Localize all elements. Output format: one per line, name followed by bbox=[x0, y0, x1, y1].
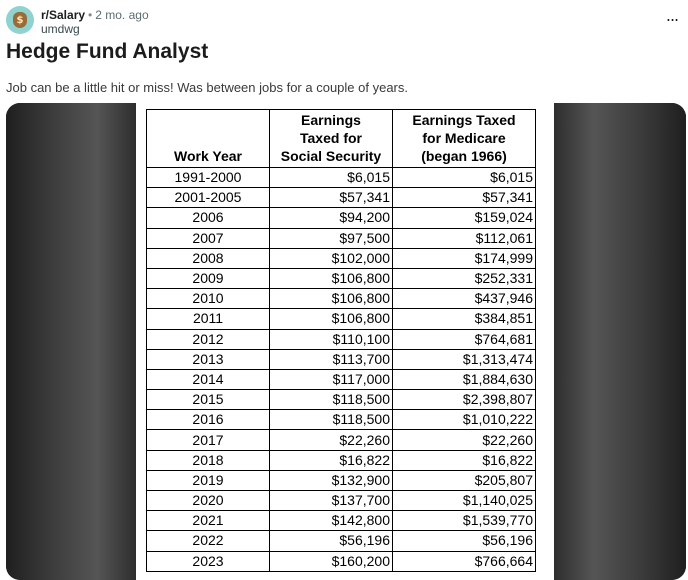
table-row bbox=[147, 430, 536, 450]
post-meta bbox=[41, 8, 149, 36]
cell-work-year: 1991-2000 bbox=[147, 168, 270, 188]
cell-work-year: 2020 bbox=[147, 491, 270, 511]
cell-social-security: $137,700 bbox=[270, 491, 393, 511]
earnings-table bbox=[146, 109, 536, 572]
cell-social-security: $97,500 bbox=[270, 228, 393, 248]
table-row bbox=[147, 349, 536, 369]
table-row bbox=[147, 208, 536, 228]
cell-medicare: $57,341 bbox=[393, 188, 536, 208]
table-row bbox=[147, 531, 536, 551]
cell-work-year: 2013 bbox=[147, 349, 270, 369]
table-row bbox=[147, 168, 536, 188]
cell-work-year: 2016 bbox=[147, 410, 270, 430]
username-link[interactable]: umdwg bbox=[41, 22, 80, 36]
cell-work-year: 2012 bbox=[147, 329, 270, 349]
cell-work-year: 2011 bbox=[147, 309, 270, 329]
cell-work-year: 2008 bbox=[147, 248, 270, 268]
cell-work-year: 2021 bbox=[147, 511, 270, 531]
cell-medicare: $384,851 bbox=[393, 309, 536, 329]
cell-social-security: $106,800 bbox=[270, 289, 393, 309]
cell-social-security: $160,200 bbox=[270, 551, 393, 571]
table-row bbox=[147, 329, 536, 349]
cell-medicare: $22,260 bbox=[393, 430, 536, 450]
cell-medicare: $56,196 bbox=[393, 531, 536, 551]
cell-social-security: $118,500 bbox=[270, 410, 393, 430]
table-row bbox=[147, 248, 536, 268]
cell-medicare: $1,539,770 bbox=[393, 511, 536, 531]
post-title[interactable]: Hedge Fund Analyst bbox=[6, 40, 209, 63]
post-image[interactable] bbox=[6, 103, 686, 580]
cell-social-security: $102,000 bbox=[270, 248, 393, 268]
cell-work-year: 2014 bbox=[147, 369, 270, 389]
header-medicare: Earnings Taxed for Medicare (began 1966) bbox=[393, 110, 536, 168]
cell-medicare: $766,664 bbox=[393, 551, 536, 571]
table-row bbox=[147, 470, 536, 490]
table-row bbox=[147, 228, 536, 248]
cell-social-security: $57,341 bbox=[270, 188, 393, 208]
header-social-security: Earnings Taxed for Social Security bbox=[270, 110, 393, 168]
image-blur-left bbox=[6, 103, 136, 580]
cell-medicare: $1,010,222 bbox=[393, 410, 536, 430]
money-bag-icon: $ bbox=[13, 12, 27, 28]
post-body: Job can be a little hit or miss! Was between jobs for a couple of years. bbox=[6, 80, 408, 95]
cell-medicare: $16,822 bbox=[393, 450, 536, 470]
cell-medicare: $1,884,630 bbox=[393, 369, 536, 389]
cell-social-security: $94,200 bbox=[270, 208, 393, 228]
meta-separator: • bbox=[88, 8, 93, 22]
cell-social-security: $118,500 bbox=[270, 390, 393, 410]
earnings-table-image bbox=[136, 103, 554, 580]
cell-medicare: $437,946 bbox=[393, 289, 536, 309]
table-row bbox=[147, 309, 536, 329]
cell-social-security: $22,260 bbox=[270, 430, 393, 450]
cell-social-security: $142,800 bbox=[270, 511, 393, 531]
more-options-icon[interactable]: ... bbox=[665, 6, 679, 25]
cell-work-year: 2019 bbox=[147, 470, 270, 490]
cell-medicare: $159,024 bbox=[393, 208, 536, 228]
cell-social-security: $110,100 bbox=[270, 329, 393, 349]
cell-work-year: 2006 bbox=[147, 208, 270, 228]
table-row bbox=[147, 410, 536, 430]
cell-work-year: 2010 bbox=[147, 289, 270, 309]
table-row bbox=[147, 289, 536, 309]
cell-medicare: $252,331 bbox=[393, 268, 536, 288]
cell-social-security: $132,900 bbox=[270, 470, 393, 490]
subreddit-link[interactable]: r/Salary bbox=[41, 8, 86, 22]
table-row bbox=[147, 491, 536, 511]
cell-medicare: $1,140,025 bbox=[393, 491, 536, 511]
cell-medicare: $205,807 bbox=[393, 470, 536, 490]
cell-medicare: $6,015 bbox=[393, 168, 536, 188]
table-row bbox=[147, 369, 536, 389]
cell-social-security: $106,800 bbox=[270, 268, 393, 288]
cell-medicare: $1,313,474 bbox=[393, 349, 536, 369]
table-row bbox=[147, 390, 536, 410]
table-header-row bbox=[147, 110, 536, 168]
cell-work-year: 2017 bbox=[147, 430, 270, 450]
cell-medicare: $764,681 bbox=[393, 329, 536, 349]
post-age: 2 mo. ago bbox=[95, 8, 149, 22]
cell-social-security: $6,015 bbox=[270, 168, 393, 188]
cell-medicare: $112,061 bbox=[393, 228, 536, 248]
table-row bbox=[147, 511, 536, 531]
cell-work-year: 2023 bbox=[147, 551, 270, 571]
cell-social-security: $113,700 bbox=[270, 349, 393, 369]
cell-medicare: $2,398,807 bbox=[393, 390, 536, 410]
subreddit-avatar[interactable] bbox=[6, 6, 34, 34]
table-row bbox=[147, 268, 536, 288]
header-work-year: Work Year bbox=[147, 110, 270, 168]
cell-work-year: 2018 bbox=[147, 450, 270, 470]
cell-work-year: 2001-2005 bbox=[147, 188, 270, 208]
cell-work-year: 2007 bbox=[147, 228, 270, 248]
image-blur-right bbox=[554, 103, 686, 580]
cell-work-year: 2009 bbox=[147, 268, 270, 288]
cell-social-security: $16,822 bbox=[270, 450, 393, 470]
cell-social-security: $106,800 bbox=[270, 309, 393, 329]
cell-social-security: $117,000 bbox=[270, 369, 393, 389]
cell-medicare: $174,999 bbox=[393, 248, 536, 268]
cell-social-security: $56,196 bbox=[270, 531, 393, 551]
table-row bbox=[147, 188, 536, 208]
table-row bbox=[147, 551, 536, 571]
cell-work-year: 2015 bbox=[147, 390, 270, 410]
table-row bbox=[147, 450, 536, 470]
cell-work-year: 2022 bbox=[147, 531, 270, 551]
